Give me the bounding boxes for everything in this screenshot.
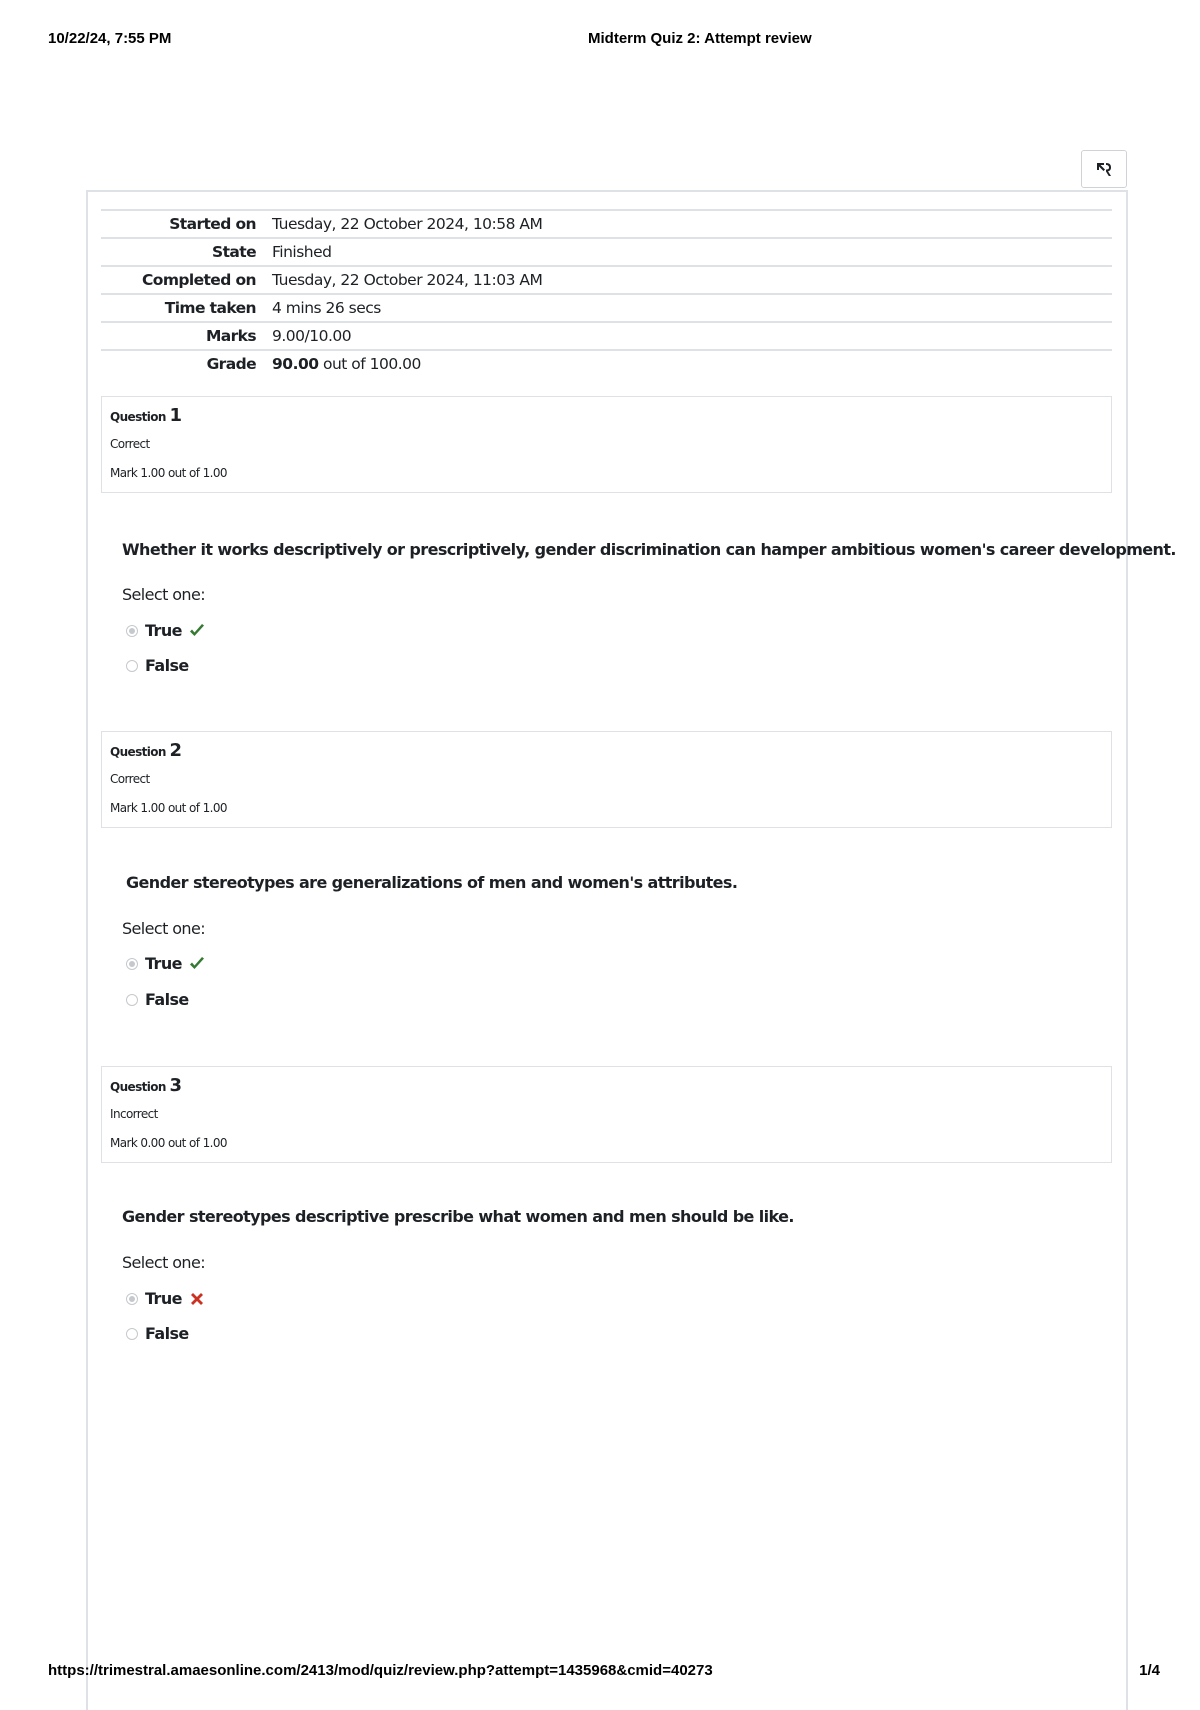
summary-label: Time taken xyxy=(164,299,256,317)
option-label: True xyxy=(145,1289,182,1308)
radio-button[interactable] xyxy=(126,1328,138,1340)
option-label: False xyxy=(145,990,189,1009)
answer-option-false[interactable] xyxy=(126,1324,189,1343)
print-page-title: Midterm Quiz 2: Attempt review xyxy=(588,30,812,47)
question-number xyxy=(110,405,181,426)
summary-value xyxy=(272,355,421,373)
question-number xyxy=(110,1075,181,1096)
summary-label: Marks xyxy=(205,327,256,345)
print-datetime: 10/22/24, 7:55 PM xyxy=(48,30,172,47)
summary-value: Tuesday, 22 October 2024, 11:03 AM xyxy=(272,271,543,289)
question-info-1 xyxy=(101,396,1112,493)
question-number xyxy=(110,740,181,761)
summary-value: 4 mins 26 secs xyxy=(272,299,381,317)
summary-label: Started on xyxy=(169,215,256,233)
summary-row-grade xyxy=(101,349,1112,377)
grade-score: 90.00 xyxy=(272,355,319,373)
correct-check-icon xyxy=(188,622,206,640)
summary-label: Completed on xyxy=(142,271,256,289)
question-number-value: 3 xyxy=(169,1075,182,1096)
question-grade: Mark 0.00 out of 1.00 xyxy=(110,1136,227,1150)
incorrect-x-icon xyxy=(188,1290,206,1308)
question-text: Whether it works descriptively or prescriptively, gender discrimination can hamper ambitious women's career development. xyxy=(122,540,1176,559)
correct-check-icon xyxy=(188,955,206,973)
question-text: Gender stereotypes descriptive prescribe what women and men should be like. xyxy=(122,1207,794,1226)
question-prefix: Question xyxy=(110,1080,166,1094)
option-label: True xyxy=(145,954,182,973)
grade-out-of: out of 100.00 xyxy=(318,355,421,373)
summary-row-started xyxy=(101,209,1112,237)
question-prefix: Question xyxy=(110,745,166,759)
answer-option-false[interactable] xyxy=(126,990,189,1009)
summary-row-state xyxy=(101,237,1112,265)
summary-row-marks xyxy=(101,321,1112,349)
summary-label: Grade xyxy=(206,355,256,373)
expand-blocks-button[interactable] xyxy=(1081,150,1127,188)
summary-value: Tuesday, 22 October 2024, 10:58 AM xyxy=(272,215,543,233)
question-prefix: Question xyxy=(110,410,166,424)
question-state: Correct xyxy=(110,437,150,451)
answer-option-true[interactable] xyxy=(126,1289,206,1308)
summary-value: 9.00/10.00 xyxy=(272,327,352,345)
answer-option-true[interactable] xyxy=(126,621,206,640)
question-grade: Mark 1.00 out of 1.00 xyxy=(110,466,227,480)
summary-row-completed xyxy=(101,265,1112,293)
question-text: Gender stereotypes are generalizations of men and women's attributes. xyxy=(126,873,738,892)
question-number-value: 1 xyxy=(169,405,182,426)
question-grade: Mark 1.00 out of 1.00 xyxy=(110,801,227,815)
page-url: https://trimestral.amaesonline.com/2413/mod/quiz/review.php?attempt=1435968&cmid=40273 xyxy=(48,1662,713,1679)
select-one-prompt: Select one: xyxy=(122,1253,206,1272)
radio-button[interactable] xyxy=(126,994,138,1006)
page-number: 1/4 xyxy=(1139,1662,1160,1679)
question-state: Correct xyxy=(110,772,150,786)
radio-button[interactable] xyxy=(126,958,138,970)
answer-option-false[interactable] xyxy=(126,656,189,675)
attempt-summary-table xyxy=(101,209,1112,377)
select-one-prompt: Select one: xyxy=(122,919,206,938)
select-one-prompt: Select one: xyxy=(122,585,206,604)
option-label: False xyxy=(145,656,189,675)
radio-button[interactable] xyxy=(126,660,138,672)
summary-row-time-taken xyxy=(101,293,1112,321)
radio-button[interactable] xyxy=(126,1293,138,1305)
question-info-2 xyxy=(101,731,1112,828)
question-state: Incorrect xyxy=(110,1107,158,1121)
expand-blocks-icon xyxy=(1093,158,1115,180)
question-info-3 xyxy=(101,1066,1112,1163)
option-label: False xyxy=(145,1324,189,1343)
summary-label: State xyxy=(212,243,256,261)
answer-option-true[interactable] xyxy=(126,954,206,973)
question-number-value: 2 xyxy=(169,740,182,761)
summary-value: Finished xyxy=(272,243,332,261)
option-label: True xyxy=(145,621,182,640)
radio-button[interactable] xyxy=(126,625,138,637)
